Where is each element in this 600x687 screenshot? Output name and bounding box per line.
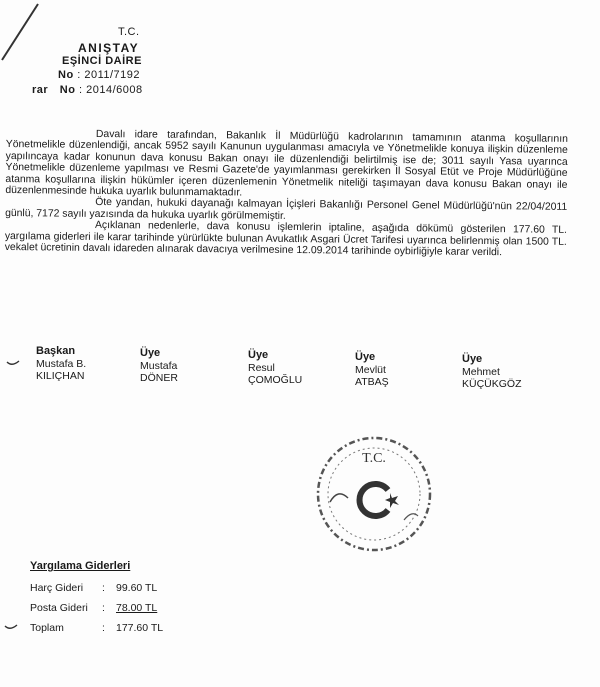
header-department: EŞİNCİ DAİRE: [62, 55, 142, 67]
signature-role: Üye: [462, 353, 483, 365]
signature-first-name: Resul: [248, 361, 275, 374]
karar-no-value: : 2014/6008: [78, 84, 143, 96]
signature-member-3: [355, 351, 389, 389]
signature-last-name: DÖNER: [140, 372, 178, 384]
karar-no-label: No: [59, 84, 76, 96]
expense-row: [30, 598, 186, 618]
body-paragraph: Davalı idare tarafından, Bakanlık İl Müdürlüğü kadrolarının tamamının atanma koşullarının Yönetmelikle düzenlendiği, ancak 5952 sayılı Kanunun uygulanması amacıyla ve Yönetmelikle konuya ilişkin düzenleme yapılıncaya kadar konunun dava konusu Bakan onayı ile düzenlendiği belirtilmiş ise de; 3011 sayılı Yasa uyarınca Yönetmelikle düzenleme yapılması ve Resmi Gazete'de yayımlanması gerekirken İl Sosyal Etüt ve Proje Müdürlüğüne atanma koşullarına ilişkin hükümler içeren düzenlemenin Yönetmelik niteliği taşımayan dava konusu Bakan onayı ile düzenlenmesinde hukuka uyarlık bulunmamaktadır.: [5, 128, 568, 199]
signature-first-name: Mustafa: [140, 359, 178, 372]
signature-president: [36, 345, 86, 383]
header-esas-no: [58, 69, 140, 81]
expense-value: 99.60 TL: [116, 582, 158, 594]
signature-first-name: Mevlüt: [355, 363, 386, 376]
expense-value: 78.00 TL: [116, 602, 158, 614]
body-paragraph: Öte yandan, hukuki dayanağı kalmayan İçişleri Bakanlığı Personel Genel Müdürlüğü'nün 22/04/2011 günlü, 7172 sayılı yazısında da hukuka uyarlık görülmemiştir.: [5, 197, 568, 222]
expense-row: [30, 618, 186, 638]
signature-last-name: ATBAŞ: [355, 376, 389, 388]
header-court-name: ANIŞTAY: [78, 41, 140, 55]
expense-label: Toplam: [30, 622, 64, 634]
expense-separator: :: [102, 622, 105, 634]
official-seal-icon: [308, 432, 440, 556]
esas-no-value: : 2011/7192: [77, 69, 141, 81]
signature-role: Üye: [248, 349, 269, 361]
expense-label: Harç Gideri: [30, 582, 84, 594]
expense-separator: :: [102, 602, 105, 614]
signature-role: Başkan: [36, 345, 76, 357]
body-paragraph: Açıklanan nedenlerle, dava konusu işlemlerin iptaline, aşağıda dökümü gösterilen 177.60 TL. yargılama giderleri ile karar tarihinde yürürlükte bulunan Avukatlık Asgari Ücret Tarifesi uyarınca belirlenmiş olan 1500 TL. vekalet ücretinin davalı idareden alınarak davacıya verilmesine 12.09.2014 tarihinde oybirliğiyle karar verildi.: [4, 220, 568, 259]
expense-label: Posta Gideri: [30, 602, 88, 614]
signature-first-name: Mustafa B.: [36, 357, 87, 370]
signature-member-2: [248, 349, 302, 387]
signature-last-name: KÜÇÜKGÖZ: [462, 378, 522, 390]
karar-no-prefix: rar: [32, 84, 49, 96]
esas-no-label: No: [58, 69, 74, 81]
decision-body: [5, 128, 568, 259]
signature-role: Üye: [355, 351, 376, 363]
header-karar-no: [32, 84, 143, 96]
header-tc: T.C.: [118, 26, 140, 38]
signature-last-name: ÇOMOĞLU: [248, 374, 303, 386]
corner-slash-mark: [0, 0, 45, 65]
tick-mark-icon: [6, 360, 20, 368]
expense-separator: :: [102, 582, 105, 594]
expenses-table: [30, 560, 186, 638]
expense-row: [30, 578, 186, 598]
signature-first-name: Mehmet: [462, 365, 500, 378]
seal-text: T.C.: [362, 451, 386, 466]
signature-member-1: [140, 347, 178, 385]
signature-member-4: [462, 353, 522, 391]
signature-role: Üye: [140, 347, 161, 359]
expenses-title: Yargılama Giderleri: [30, 560, 131, 572]
tick-mark-icon: [4, 624, 18, 632]
expense-value: 177.60 TL: [116, 622, 164, 634]
signature-last-name: KILIÇHAN: [36, 370, 85, 382]
